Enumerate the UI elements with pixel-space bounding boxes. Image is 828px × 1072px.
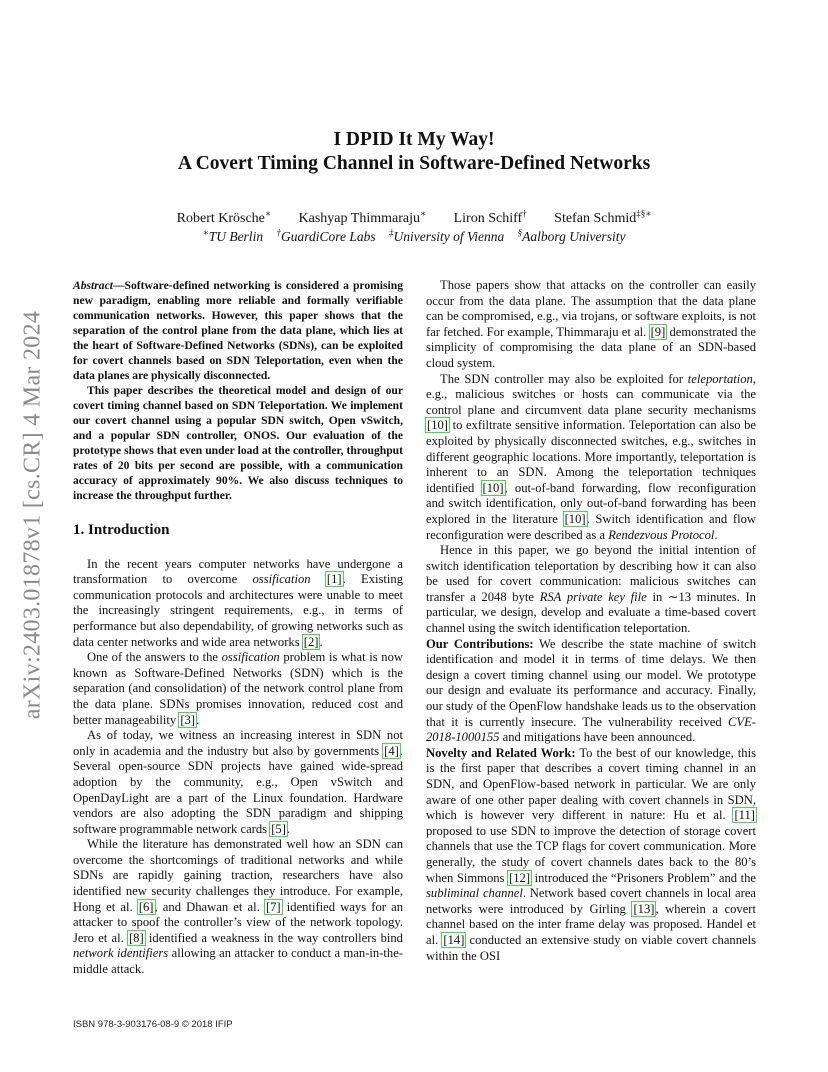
right-column [426, 278, 756, 964]
affiliation [389, 229, 504, 244]
text-run: Those papers show that attacks on the controller can easily occur from the data plane. The assumption that the data plane can be compromised, e.g., via trojans, or software exploits, is not far fetched. For example, Thimmaraju et al. [426, 278, 756, 339]
abstract-text: —Software-defined networking is considered a promising new paradigm, enabling more reliable and formally verifiable communication networks. However, this paper shows that the separation of the control plane from the data plane, which lies at the heart of Software-Defined Networks (SDNs), can be exploited for covert channels based on SDN Teleportation, even when the data planes are physically disconnected. [73, 279, 403, 382]
contributions-paragraph [426, 637, 756, 746]
isbn-footer: ISBN 978-3-903176-08-9 © 2018 IFIP [73, 1019, 233, 1030]
text-run: . Network based covert channels in local area networks were introduced by Girling [426, 886, 757, 916]
text-run: identified ways for an attacker to spoof the controller’s view of the network topology. Jero et al. [73, 899, 403, 945]
intro-paragraph-1 [73, 557, 403, 651]
author-mark: ‡§∗ [636, 208, 652, 219]
affiliation-mark: § [517, 227, 523, 238]
citation-link[interactable]: [11] [734, 808, 755, 823]
citation-link[interactable]: [14] [443, 932, 465, 947]
text-run: In the recent years computer networks have undergone a transformation to overcome [73, 556, 403, 587]
text-run: . Existing communication protocols and architectures were unable to meet the increasingly stringent requirements, e.g., in terms of performance but also dependability, of growing networks such as data center networks and wide area networks [73, 572, 403, 649]
text-run: The SDN controller may also be exploited for [440, 371, 688, 386]
citation-link[interactable]: [12] [509, 870, 531, 885]
citation-link[interactable]: [6] [138, 899, 154, 914]
right-paragraph-2 [426, 372, 756, 544]
contributions-heading: Our Contributions: [426, 636, 534, 651]
emphasis: teleportation [687, 371, 753, 386]
author-mark: ∗ [419, 208, 427, 219]
abstract [73, 278, 403, 503]
text-run: demonstrated the simplicity of compromising the data plane of an SDN-based cloud system. [426, 324, 756, 370]
author [453, 208, 527, 226]
text-run: . [196, 712, 200, 727]
section-heading-introduction: 1. Introduction [73, 522, 170, 538]
novelty-heading: Novelty and Related Work: [426, 745, 576, 760]
text-run: and mitigations have been announced. [499, 730, 696, 745]
citation-link[interactable]: [7] [265, 899, 281, 914]
text-run [311, 572, 326, 586]
affiliation-name: Aalborg University [522, 229, 626, 244]
citation-link[interactable]: [10] [482, 480, 504, 495]
text-run: . [714, 527, 718, 542]
text-run: . Switch identification and flow reconfiguration were described as a [426, 511, 756, 542]
text-run: identified a weakness in the way controllers bind [144, 930, 403, 945]
text-run: While the literature has demonstrated well how an SDN can overcome the shortcomings of traditional networks and while SDNs are rapidly gaining traction, researchers have also identified new security challenges they introduce. For example, Hong et al. [73, 837, 403, 914]
affiliation-name: University of Vienna [393, 229, 505, 244]
text-run: Hence in this paper, we go beyond the initial intention of switch identification teleportation by describing how it can also be used for covert communication: malicious switches can transfer a 2048 byte [426, 543, 756, 604]
affiliation-mark: ‡ [388, 227, 394, 238]
intro-paragraph-2 [73, 650, 403, 728]
text-run: to exfiltrate sensitive information. Teleportation can also be exploited by physically disconnected switches, e.g., switches in different geographic locations. More importantly, teleportation is inherent to an SDN. Among the teleportation techniques identified [426, 418, 756, 495]
text-run: As of today, we witness an increasing interest in SDN not only in academia and the industry but also by governments [73, 728, 403, 758]
affiliation [276, 229, 375, 244]
author-name: Stefan Schmid [554, 211, 637, 226]
right-paragraph-1 [426, 278, 756, 372]
emphasis: CVE-2018-1000155 [426, 714, 756, 745]
text-run: . Several open-source SDN projects have gained wide-spread adoption by the community, e.g., Open vSwitch and OpenDayLight are a part of the Linux foundation. Hardware vendors are also adopting the SDN paradigm and shipping software programmable network cards [73, 743, 403, 836]
author [298, 208, 427, 226]
text-run: introduced the “Prisoners Problem” and the [531, 870, 757, 885]
author-mark: † [522, 208, 527, 219]
affiliation-name: GuardiCore Labs [280, 229, 376, 244]
affiliation-mark: † [276, 227, 281, 238]
citation-link[interactable]: [5] [271, 821, 286, 836]
novelty-paragraph [426, 746, 756, 964]
author-name: Liron Schiff [453, 211, 523, 226]
arxiv-side-stamp [19, 290, 46, 740]
text-run: , out-of-band forwarding, flow reconfiguration and switch identification, only out-of-band forwarding has been explored in the literature [426, 480, 756, 526]
title-line-2: A Covert Timing Channel in Software-Defined Networks [177, 153, 651, 174]
right-paragraph-3 [426, 543, 756, 637]
citation-link[interactable]: [10] [427, 418, 448, 433]
emphasis: subliminal channel [426, 886, 523, 901]
author-list [60, 210, 768, 228]
emphasis: Rendezvous Protocol [608, 527, 715, 542]
text-run: in ∼13 minutes. In particular, we design, develop and evaluate a time-based covert channel using the switch identification teleportation. [426, 589, 756, 636]
paper-title [60, 128, 768, 176]
author-name: Robert Krösche [176, 211, 265, 226]
text-run: allowing an attacker to conduct a man-in-the-middle attack. [73, 946, 403, 977]
arxiv-identifier: arXiv:2403.01878v1 [cs.CR] 4 Mar 2024 [19, 310, 46, 720]
abstract-paragraph-1 [73, 278, 403, 383]
affiliation-list [60, 228, 768, 246]
intro-paragraph-3 [73, 728, 403, 837]
emphasis: ossification [221, 650, 280, 665]
text-run: , wherein a covert channel based on the inter frame delay was proposed. Handel et al. [426, 901, 756, 947]
text-run: conducted an extensive study on viable covert channels within the OSI [426, 932, 756, 963]
emphasis: ossification [252, 572, 311, 587]
citation-link[interactable]: [9] [650, 324, 666, 339]
text-run: To the best of our knowledge, this is the first paper that describes a covert timing channel in an SDN, and OpenFlow-based network in particular. We are only aware of one other paper dealing with covert channels in SDN, which is however very different in nature: Hu et al. [426, 745, 756, 823]
left-column [73, 278, 403, 978]
text-run: We describe the state machine of switch identification and model it in terms of time delays. We then design a covert timing channel using our model. We prototype our design and evaluate its performance and accuracy. Finally, our study of the OpenFlow handshake leads us to the observation that it is currently insecure. The vulnerability received [426, 636, 756, 729]
author-mark: ∗ [264, 208, 272, 219]
emphasis: RSA private key file [539, 589, 647, 604]
text-run: proposed to use SDN to improve the detection of storage covert channels that use the TCP flags for covert communication. More generally, the study of covert channels dates back to the 80’s when Simmons [426, 823, 756, 885]
text-run: . [319, 634, 323, 649]
author [176, 208, 272, 226]
text-run: One of the answers to the [87, 650, 222, 665]
author-name: Kashyap Thimmaraju [298, 211, 420, 226]
citation-link[interactable]: [2] [303, 634, 319, 649]
citation-link[interactable]: [8] [128, 930, 144, 945]
citation-link[interactable]: [13] [633, 901, 655, 916]
text-run: , e.g., malicious switches or hosts can communicate via the control plane and circumvent data plane security mechanisms [426, 371, 756, 417]
citation-link[interactable]: [3] [180, 712, 195, 727]
intro-paragraph-4 [73, 837, 403, 977]
affiliation-mark: ∗ [202, 227, 209, 238]
affiliation [203, 229, 264, 244]
text-run: . [286, 821, 291, 836]
citation-link[interactable]: [10] [564, 511, 586, 526]
title-line-1: I DPID It My Way! [333, 129, 495, 150]
emphasis: network identifiers [73, 946, 169, 961]
abstract-label: Abstract [73, 279, 113, 292]
affiliation [518, 229, 626, 244]
text-run: problem is what is now known as Software-Defined Networks (SDN) which is the separation (and consolidation) of the network control plane from the data plane. SDNs promises innovation, reduced cost and better manageability [73, 650, 403, 727]
affiliation-name: TU Berlin [208, 229, 264, 244]
citation-link[interactable]: [4] [384, 743, 399, 758]
author [554, 208, 652, 226]
citation-link[interactable]: [1] [326, 572, 342, 587]
text-run: , and Dhawan et al. [154, 899, 265, 914]
abstract-paragraph-2: This paper describes the theoretical model and design of our covert timing channel based on SDN Teleportation. We implement our covert channel using a popular SDN switch, Open vSwitch, and a popular SDN controller, ONOS. Our evaluation of the prototype shows that even under load at the controller, throughput rates of 20 bits per second are possible, with a communication accuracy of approximately 90%. We also discuss techniques to increase the throughput further. [73, 384, 403, 502]
